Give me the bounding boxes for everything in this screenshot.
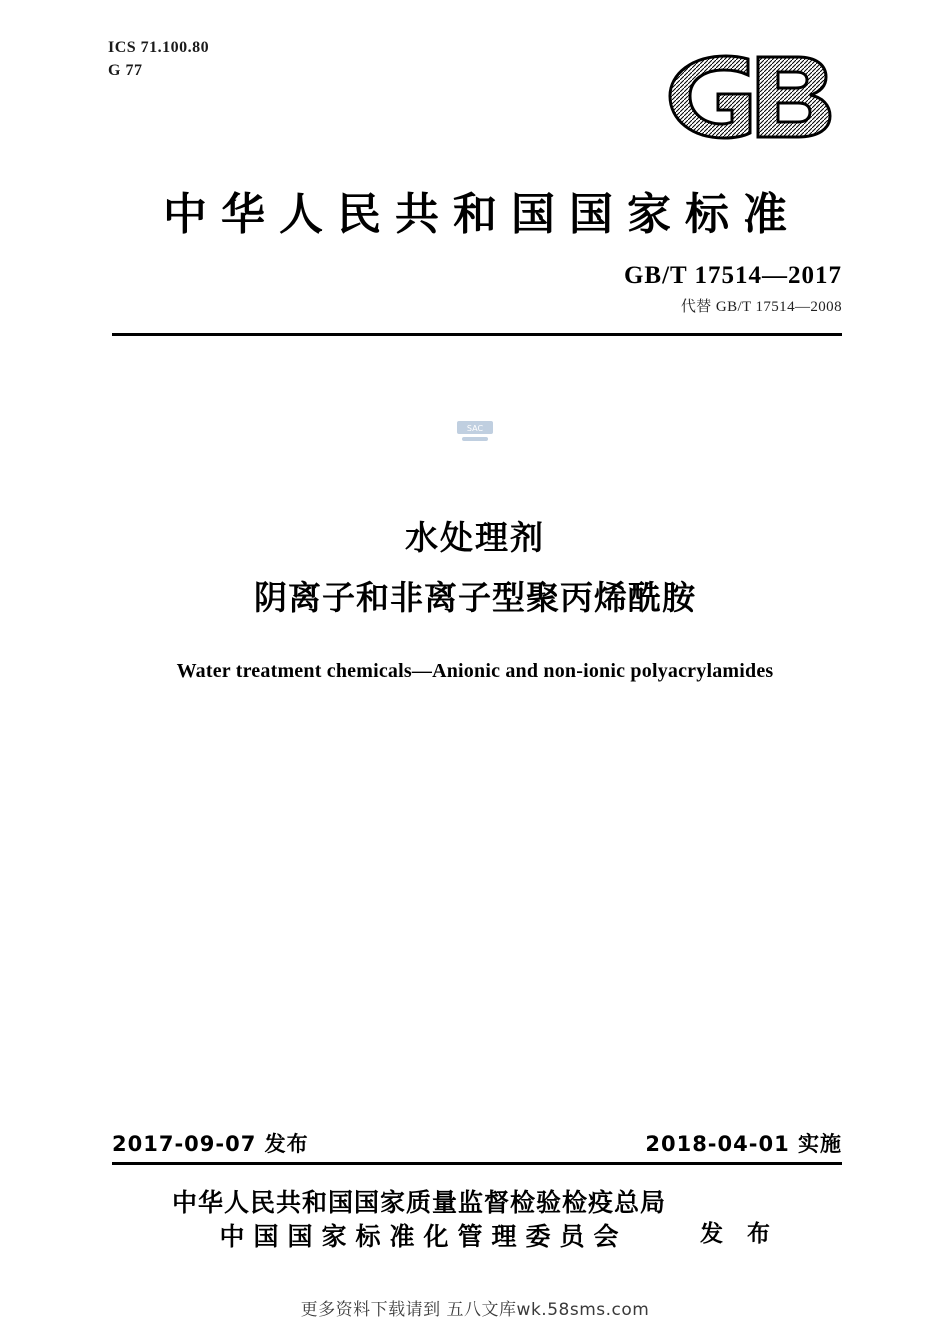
issuer-names <box>172 1186 666 1254</box>
footer-watermark: 更多资料下载请到 五八文库wk.58sms.com <box>300 1300 650 1320</box>
document-title-english: Water treatment chemicals—Anionic and non-ionic polyacrylamides <box>176 660 774 682</box>
sac-logo-icon <box>456 418 494 448</box>
implementation-date: 2018-04-01 实施 <box>645 1132 842 1156</box>
issuing-authorities <box>0 1186 950 1254</box>
gb-emblem-icon <box>652 48 842 144</box>
page-title: 中华人民共和国国家标准 <box>163 189 801 240</box>
publish-label: 发 布 <box>700 1220 779 1247</box>
standard-replaces: 代替 GB/T 17514—2008 <box>680 299 842 315</box>
divider-top <box>112 333 842 336</box>
divider-bottom <box>112 1162 842 1165</box>
classification-code: G 77 <box>108 62 143 80</box>
document-title-line2: 阴离子和非离子型聚丙烯酰胺 <box>254 578 696 617</box>
ics-code: ICS 71.100.80 <box>108 39 210 56</box>
standard-number-block <box>624 262 842 316</box>
classification-codes <box>108 36 209 82</box>
svg-text:SAC: SAC <box>466 424 484 433</box>
standard-number: GB/T 17514—2017 <box>623 262 842 289</box>
issue-date: 2017-09-07 发布 <box>112 1132 309 1156</box>
document-title-line1: 水处理剂 <box>405 518 545 557</box>
issuer-line-2: 中国国家标准化管理委员会 <box>219 1221 628 1251</box>
date-row <box>112 1128 842 1158</box>
issuer-line-1: 中华人民共和国国家质量监督检验检疫总局 <box>171 1188 666 1217</box>
